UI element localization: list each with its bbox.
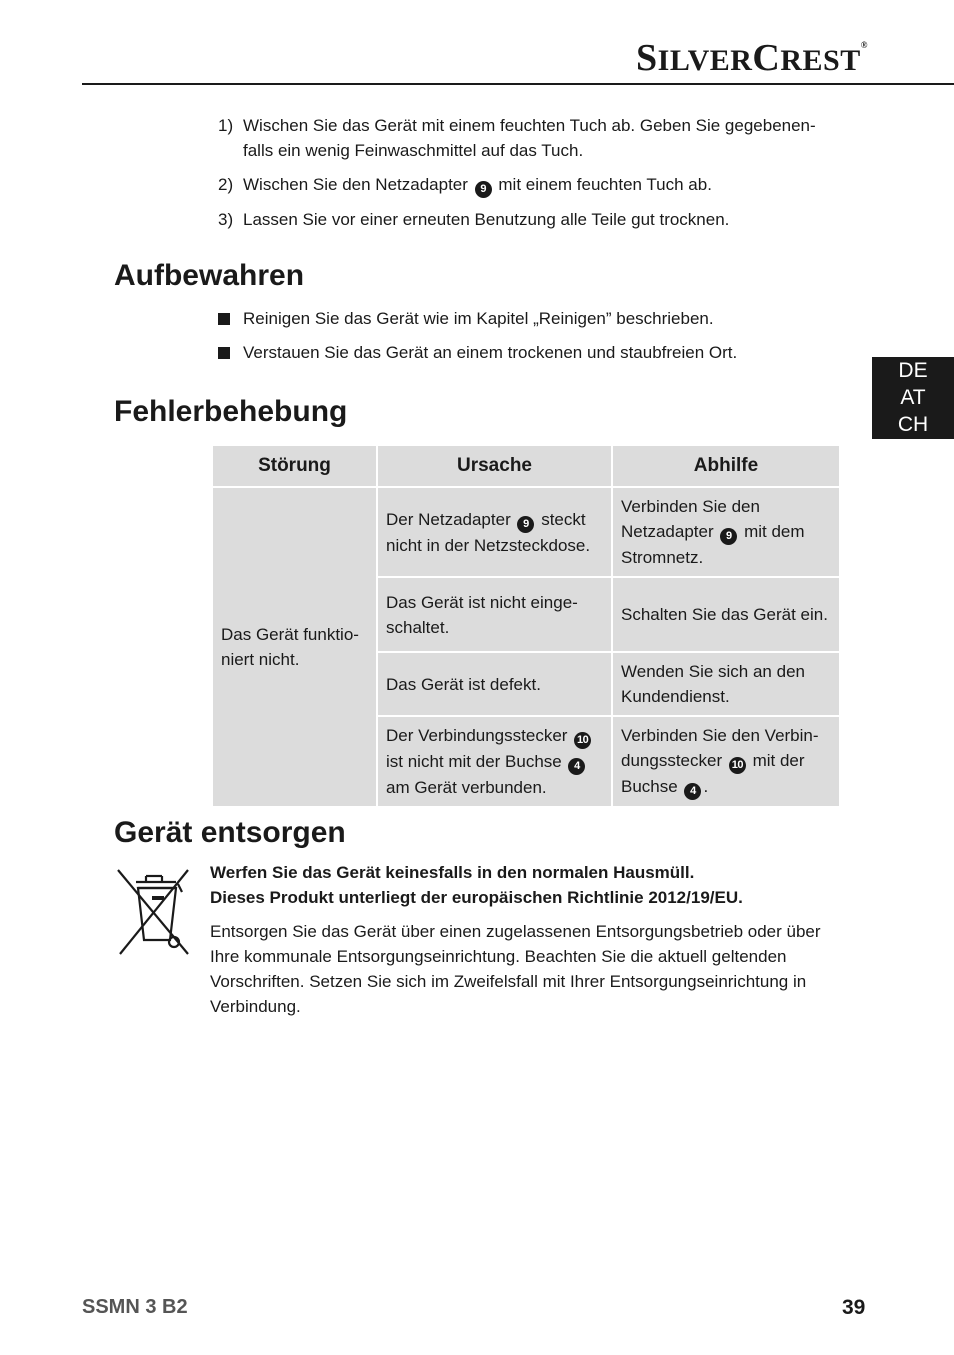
step-number: 1) <box>218 116 234 135</box>
cause-cell: Das Gerät ist defekt. <box>377 652 612 716</box>
cleaning-steps <box>218 113 838 241</box>
part-number-badge: 4 <box>568 758 585 775</box>
column-header-remedy: Abhilfe <box>612 445 840 487</box>
part-number-badge: 9 <box>475 181 492 198</box>
section-title-troubleshooting: Fehlerbehebung <box>114 395 348 428</box>
column-header-cause: Ursache <box>377 445 612 487</box>
language-tab <box>872 357 954 439</box>
square-bullet-icon <box>218 347 230 359</box>
language-code: CH <box>897 413 929 436</box>
part-number-badge: 10 <box>574 732 591 749</box>
fault-cell: Das Gerät funktio-niert nicht. <box>212 487 377 807</box>
step-text: Lassen Sie vor einer erneuten Benutzung alle Teile gut trocknen. <box>243 210 730 229</box>
step-text: Wischen Sie das Gerät mit einem feuchten Tuch ab. Geben Sie gegebenen-falls ein wenig Feinwaschmittel auf das Tuch. <box>243 116 816 160</box>
remedy-cell: Wenden Sie sich an den Kundendienst. <box>612 652 840 716</box>
cleaning-step <box>218 113 838 163</box>
remedy-cell: Schalten Sie das Gerät ein. <box>612 577 840 652</box>
cause-cell: Der Netzadapter 9 steckt nicht in der Netzsteckdose. <box>377 487 612 577</box>
list-item: Reinigen Sie das Gerät wie im Kapitel „Reinigen” beschrieben. <box>218 306 838 331</box>
square-bullet-icon <box>218 313 230 325</box>
footer-model: SSMN 3 B2 <box>82 1296 188 1318</box>
section-title-disposal: Gerät entsorgen <box>114 816 346 849</box>
remedy-cell: Verbinden Sie den Netzadapter 9 mit dem Stromnetz. <box>612 487 840 577</box>
table-header-row <box>212 445 840 487</box>
storage-list <box>218 306 838 374</box>
cause-cell: Der Verbindungsstecker 10 ist nicht mit der Buchse 4 am Gerät verbunden. <box>377 716 612 807</box>
page-number: 39 <box>842 1296 866 1319</box>
part-number-badge: 9 <box>720 528 737 545</box>
disposal-instructions: Entsorgen Sie das Gerät über einen zugelassenen Entsorgungsbetrieb oder über Ihre kommunale Entsorgungseinrichtung. Beachten Sie die aktuell geltenden Vorschriften. Setzen Sie sich im Zweifelsfall mit Ihrer Entsorgungseinrichtung in Verbindung. <box>210 922 821 1016</box>
language-code: DE <box>898 359 928 382</box>
cleaning-step <box>218 207 838 232</box>
disposal-warning: Werfen Sie das Gerät keinesfalls in den normalen Hausmüll. Dieses Produkt unterliegt der europäischen Richtlinie 2012/19/EU. <box>210 863 743 907</box>
part-number-badge: 9 <box>517 516 534 533</box>
step-number: 3) <box>218 210 234 229</box>
column-header-fault: Störung <box>212 445 377 487</box>
remedy-cell: Verbinden Sie den Verbin-dungsstecker 10 mit der Buchse 4 . <box>612 716 840 807</box>
table-row <box>212 487 840 577</box>
brand-logo: SILVERCREST® <box>636 37 868 79</box>
part-number-badge: 10 <box>729 757 746 774</box>
language-code: AT <box>900 386 926 409</box>
crossed-out-wheelie-bin-icon <box>112 862 192 962</box>
step-number: 2) <box>218 175 234 194</box>
cleaning-step <box>218 172 838 198</box>
header-rule <box>82 83 954 85</box>
list-item: Verstauen Sie das Gerät an einem trockenen und staubfreien Ort. <box>218 340 838 365</box>
cause-cell: Das Gerät ist nicht einge-schaltet. <box>377 577 612 652</box>
step-text: mit einem feuchten Tuch ab. <box>498 175 712 194</box>
section-title-storage: Aufbewahren <box>114 259 305 292</box>
part-number-badge: 4 <box>684 783 701 800</box>
step-text: Wischen Sie den Netzadapter <box>243 175 468 194</box>
troubleshooting-table <box>211 444 841 808</box>
